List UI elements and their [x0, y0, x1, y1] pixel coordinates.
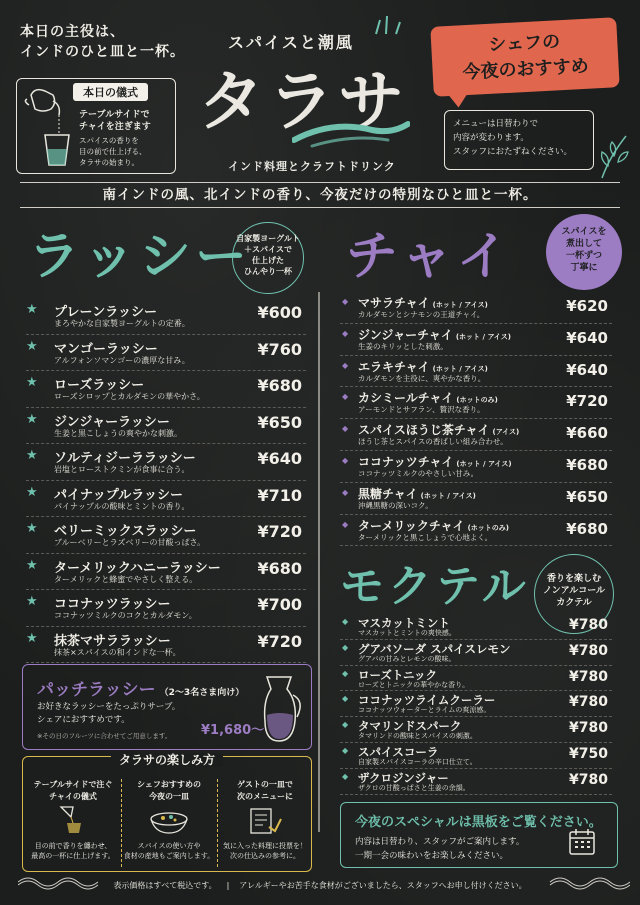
menu-item [340, 743, 612, 769]
ritual-lead-line: チャイを注ぎます [79, 122, 151, 132]
item-desc: アーモンドとサフラン、贅沢な香り。 [358, 405, 485, 415]
item-tag: (ホット / アイス) [456, 459, 512, 468]
diamond-icon: ◆ [342, 360, 349, 370]
star-icon: ★ [26, 484, 38, 500]
item-price: ¥780 [569, 720, 608, 737]
item-name: ココナッツライムクーラー [358, 693, 496, 708]
note-line: スタッフにおたずねください。 [453, 147, 573, 157]
item-name-text: ジンジャーチャイ [358, 327, 453, 342]
ritual-body-line: 目の前で仕上げる、 [79, 147, 147, 156]
item-name-text: カシミールチャイ [358, 391, 454, 406]
menu-item [340, 717, 612, 743]
step-body-line: 目の前で香りを纏わせ、 [34, 842, 112, 850]
item-tag: (ホット / アイス) [420, 491, 476, 500]
item-desc: カルダモンを主役に、爽やかな香り。 [358, 373, 486, 383]
patch-desc-line: お好きなラッシーをたっぷりサーブ。 [37, 702, 181, 712]
step-head-line: チャイの儀式 [49, 792, 97, 801]
menu-item [340, 356, 612, 388]
item-name: グアバソーダ スパイスレモン [358, 641, 511, 656]
step-head-line: ゲストの一皿で [237, 780, 293, 789]
item-name-text: スパイスほうじ茶チャイ [358, 423, 490, 438]
item-desc: 沖縄黒糖の深いコク。 [358, 500, 433, 510]
patch-desc-line: シェアにおすすめです。 [37, 715, 130, 725]
column-divider [318, 292, 320, 832]
item-desc: 抹茶×スパイスの和インドな一杯。 [54, 647, 181, 657]
vote-card-icon [245, 805, 285, 835]
footer-allergy: アレルギーやお苦手な食材がございましたら、スタッフへお申し付けください。 [239, 881, 527, 890]
ritual-lead [79, 109, 151, 133]
star-icon: ★ [26, 521, 38, 536]
special-body [355, 835, 524, 863]
item-desc: ターメリックと黒こしょうで心地よく。 [358, 532, 493, 542]
item-price: ¥620 [566, 297, 608, 315]
chai-section-title: チャイ [346, 227, 513, 287]
star-icon: ★ [26, 302, 38, 317]
patch-title-text: パッチラッシー [37, 680, 156, 700]
mock-note-line: 香りを楽しむ [546, 574, 601, 584]
enjoy-step [27, 779, 119, 860]
diamond-icon: ◆ [342, 617, 349, 626]
menu-item [26, 444, 306, 481]
item-desc: ローズとトニックの華やかな香り。 [358, 680, 470, 689]
item-tag: (ホット / アイス) [432, 364, 488, 373]
menu-item [340, 666, 612, 692]
item-desc: ターメリックと蜂蜜でやさしく整える。 [54, 574, 198, 584]
diamond-icon: ◆ [342, 455, 349, 465]
ritual-body-line: タラサの始まり。 [79, 158, 139, 167]
mock-note-line: ノンアルコール [542, 586, 606, 596]
item-name: ローズトニック [358, 667, 438, 682]
patch-title [37, 675, 244, 700]
item-name: ジンジャーラッシー [54, 414, 170, 430]
item-desc: ローズシロップとカルダモンの華やかさ。 [54, 392, 205, 401]
logo-tagline: インド料理とクラフトドリンク [228, 160, 396, 173]
item-name-text: 黒糖チャイ [358, 486, 418, 501]
item-price: ¥710 [257, 485, 302, 505]
calendar-icon [567, 827, 597, 857]
step-body-line: スパイスの使い方や [137, 842, 201, 850]
diamond-icon: ◆ [342, 424, 349, 434]
item-desc: 岩塩とローストクミンが食事に合う。 [54, 465, 190, 474]
ritual-box [16, 78, 176, 174]
enjoy-divider [121, 779, 122, 867]
item-name: 抹茶マサララッシー [54, 633, 171, 649]
menu-item [340, 324, 612, 356]
diamond-icon: ◆ [342, 487, 349, 497]
menu-item [26, 408, 306, 445]
patch-price: ¥1,680〜 [201, 723, 265, 738]
patch-lassi-box [22, 664, 312, 750]
item-desc: タマリンドの酸味とスパイスの刺激。 [358, 732, 477, 741]
item-price: ¥720 [257, 631, 302, 651]
diamond-icon: ◆ [342, 328, 349, 338]
ritual-body-line: スパイスの香りを [79, 136, 139, 145]
item-name-text: エラキチャイ [358, 359, 430, 374]
menu-item [340, 387, 612, 419]
chai-note-line: スパイスを [561, 227, 607, 237]
item-price: ¥780 [569, 642, 608, 659]
item-price: ¥640 [566, 360, 608, 379]
menu-item [340, 691, 612, 717]
chai-note-line: 一杯ずつ [565, 251, 602, 261]
special-body-line: 内容は日替わり、スタッフがご案内します。 [355, 837, 525, 847]
item-price: ¥680 [257, 558, 302, 578]
enjoy-step [123, 779, 215, 860]
tagline-banner: 南インドの風、北インドの香り、今夜だけの特別なひと皿と一杯。 [20, 182, 620, 208]
chai-note-line: 丁寧に [570, 263, 598, 273]
wave-swoosh-icon [292, 116, 410, 150]
menu-item [340, 614, 612, 640]
step-head-line: 今夜の一皿 [149, 792, 189, 801]
item-tag: (アイス) [492, 428, 520, 437]
item-desc: まろやかな自家製ヨーグルトの定番。 [54, 319, 190, 328]
mocktail-list [340, 614, 612, 795]
item-tag: (ホット / アイス) [455, 332, 511, 341]
special-box [340, 802, 618, 868]
mocktail-section-title: モクテル [340, 561, 530, 612]
item-name: ベリーミックスラッシー [54, 524, 197, 539]
item-price: ¥640 [566, 328, 608, 347]
pitcher-icon [257, 671, 305, 745]
item-desc: ココナッツミルクのコクとカルダモン。 [54, 611, 197, 620]
item-desc: グアバの甘みとレモンの酸味。 [358, 654, 456, 663]
step-head-line: 次のメニューに [237, 792, 293, 801]
star-icon: ★ [26, 411, 38, 427]
item-price: ¥680 [566, 519, 608, 538]
logo-wordmark: タラサ [198, 62, 408, 140]
star-icon: ★ [26, 448, 38, 463]
item-desc: ザクロの甘酸っぱさと生姜の余韻。 [358, 783, 470, 792]
step-body [27, 841, 119, 861]
note-line: メニューは日替わりで [453, 119, 539, 129]
step-head-line: シェフおすすめの [137, 780, 201, 789]
star-icon: ★ [26, 630, 38, 646]
item-price: ¥720 [566, 392, 608, 411]
menu-item [26, 517, 306, 554]
item-desc: 自家製スパイスコーラの辛口仕立て。 [358, 757, 477, 766]
item-price: ¥680 [257, 376, 302, 395]
menu-item [26, 298, 306, 335]
item-desc: マスカットとミントの爽快感。 [358, 629, 456, 637]
sparkle-icon [372, 14, 402, 36]
item-price: ¥640 [257, 449, 302, 468]
diamond-icon: ◆ [342, 297, 349, 306]
enjoy-step [219, 779, 311, 860]
item-price: ¥760 [257, 339, 302, 359]
special-body-line: 一期一会の味わいをお楽しみください。 [355, 851, 509, 861]
item-name: ザクロジンジャー [358, 770, 449, 785]
star-icon: ★ [26, 557, 38, 573]
item-price: ¥660 [566, 424, 608, 443]
item-desc: カルダモンとシナモンの王道チャイ。 [358, 310, 485, 319]
patch-desc [37, 701, 180, 727]
ritual-lead-line: テーブルサイドで [79, 110, 150, 120]
diamond-icon: ◆ [342, 392, 349, 402]
item-name: ターメリックハニーラッシー [54, 560, 221, 576]
item-name-text: ターメリックチャイ [358, 518, 465, 533]
item-price: ¥780 [569, 771, 608, 788]
item-tag: (ホット / アイス) [432, 301, 488, 309]
menu-item [26, 335, 306, 372]
menu-item [340, 515, 612, 547]
pouring-cup-icon [53, 805, 93, 835]
patch-subtitle: （2〜3名さま向け） [159, 688, 245, 698]
item-desc: 生姜のキリッとした刺激。 [358, 341, 448, 351]
item-name: タマリンドスパーク [358, 719, 462, 734]
diamond-icon: ◆ [342, 694, 349, 704]
diamond-icon: ◆ [342, 642, 349, 652]
ritual-title: 本日の儀式 [73, 83, 148, 101]
menu-item [26, 481, 306, 518]
diamond-icon: ◆ [342, 771, 349, 781]
step-body-line: 気に入った料理に投票を！ [223, 842, 307, 850]
step-head-line: テーブルサイドで注ぐ [33, 780, 113, 789]
menu-item [340, 451, 612, 483]
footer-tax: 表示価格はすべて税込です。 [113, 881, 217, 890]
logo-subtitle-top: スパイスと潮風 [228, 33, 354, 52]
item-desc: 生姜と黒こしょうの爽やかな刺激。 [54, 428, 182, 438]
ritual-body [79, 135, 147, 168]
item-name-text: マサラチャイ [358, 296, 430, 310]
item-desc: ほうじ茶とスパイスの香ばしい組み合わせ。 [358, 437, 508, 447]
item-name: ソルティジーララッシー [54, 451, 196, 466]
lassi-section-title: ラッシー [28, 227, 251, 287]
chef-badge-line: 今夜のおすすめ [462, 55, 590, 84]
star-icon: ★ [26, 375, 38, 390]
item-desc: パイナップルの酸味とミントの香り。 [54, 501, 190, 511]
lassi-note-line: 自家製ヨーグルト [236, 234, 300, 243]
step-body-line: 最高の一杯に仕上げます。 [31, 852, 115, 860]
item-price: ¥720 [257, 522, 302, 541]
mock-note-line: カクテル [556, 598, 592, 608]
lassi-note-line: ＋スパイスで [244, 245, 292, 254]
leaf-icon [596, 132, 630, 180]
menu-item [26, 590, 306, 627]
teapot-glass-icon [21, 85, 73, 169]
item-price: ¥700 [257, 595, 302, 614]
item-name: マスカットミント [358, 616, 450, 630]
star-icon: ★ [26, 338, 38, 354]
item-name: パイナップルラッシー [54, 487, 183, 503]
footer-separator: | [226, 881, 230, 890]
intro-text [20, 22, 185, 62]
intro-line: インドのひと皿と一杯。 [20, 44, 185, 60]
special-title: 今夜のスペシャルは黒板をご覧ください。 [355, 815, 602, 830]
note-line: 内容が変わります。 [453, 133, 529, 143]
item-price: ¥650 [257, 412, 302, 432]
item-price: ¥780 [569, 668, 608, 685]
item-name: ココナッツラッシー [54, 597, 171, 612]
item-name: ローズラッシー [54, 378, 145, 393]
menu-item [340, 640, 612, 666]
enjoy-title [23, 749, 311, 768]
menu-item [340, 483, 612, 515]
item-desc: ココナッツウォーターとライムの爽涼感。 [358, 706, 491, 715]
item-price: ¥650 [566, 487, 608, 506]
menu-item [26, 554, 306, 591]
bowl-icon [147, 805, 191, 835]
item-name-text: ココナッツチャイ [358, 454, 454, 469]
menu-item [340, 419, 612, 451]
item-price: ¥780 [569, 617, 608, 633]
item-desc: ブルーベリーとラズベリーの甘酸っぱさ。 [54, 538, 206, 547]
chai-note-line: 煮出して [565, 239, 602, 249]
step-body [123, 841, 215, 861]
item-price: ¥750 [569, 745, 608, 762]
diamond-icon: ◆ [342, 519, 349, 529]
menu-item [340, 292, 612, 324]
item-price: ¥680 [566, 455, 608, 474]
intro-line: 本日の主役は、 [20, 24, 125, 40]
menu-item [26, 371, 306, 408]
chai-list [340, 292, 612, 546]
item-tag: (ホットのみ) [467, 523, 509, 532]
item-price: ¥600 [257, 303, 302, 322]
lassi-note-line: ひんやり一杯 [244, 267, 292, 276]
menu-item [26, 627, 306, 664]
step-body-line: 次の仕込みの参考に。 [230, 852, 300, 860]
lassi-note-line: 仕上げた [252, 256, 284, 265]
item-desc: アルフォンソマンゴーの濃厚な甘み。 [54, 355, 190, 365]
star-icon: ★ [26, 594, 38, 609]
step-body [219, 841, 311, 861]
item-name: マンゴーラッシー [54, 341, 158, 357]
lassi-circle-note [232, 222, 304, 294]
patch-note: ※その日のフルーツに合わせてご用意します。 [37, 732, 172, 740]
enjoy-divider [217, 779, 218, 867]
item-tag: (ホットのみ) [456, 396, 498, 405]
daily-menu-note [444, 110, 594, 170]
ornament-icon [540, 874, 630, 890]
chef-badge-line: シェフの [487, 31, 561, 56]
item-desc: ココナッツミルクのやさしい甘み。 [358, 468, 479, 478]
enjoy-title-text: タラサの楽しみ方 [111, 753, 223, 767]
item-name: プレーンラッシー [54, 305, 157, 320]
lassi-list [26, 298, 306, 663]
item-name: スパイスコーラ [358, 744, 439, 759]
chef-recommend-badge [430, 17, 619, 97]
diamond-icon: ◆ [342, 720, 349, 730]
how-to-enjoy-box [22, 753, 312, 872]
item-price: ¥780 [569, 694, 608, 711]
chai-circle-note [546, 214, 622, 290]
diamond-icon: ◆ [342, 668, 349, 678]
diamond-icon: ◆ [342, 745, 349, 755]
menu-item [340, 769, 612, 795]
step-body-line: 食材の産地もご案内します。 [123, 852, 215, 860]
